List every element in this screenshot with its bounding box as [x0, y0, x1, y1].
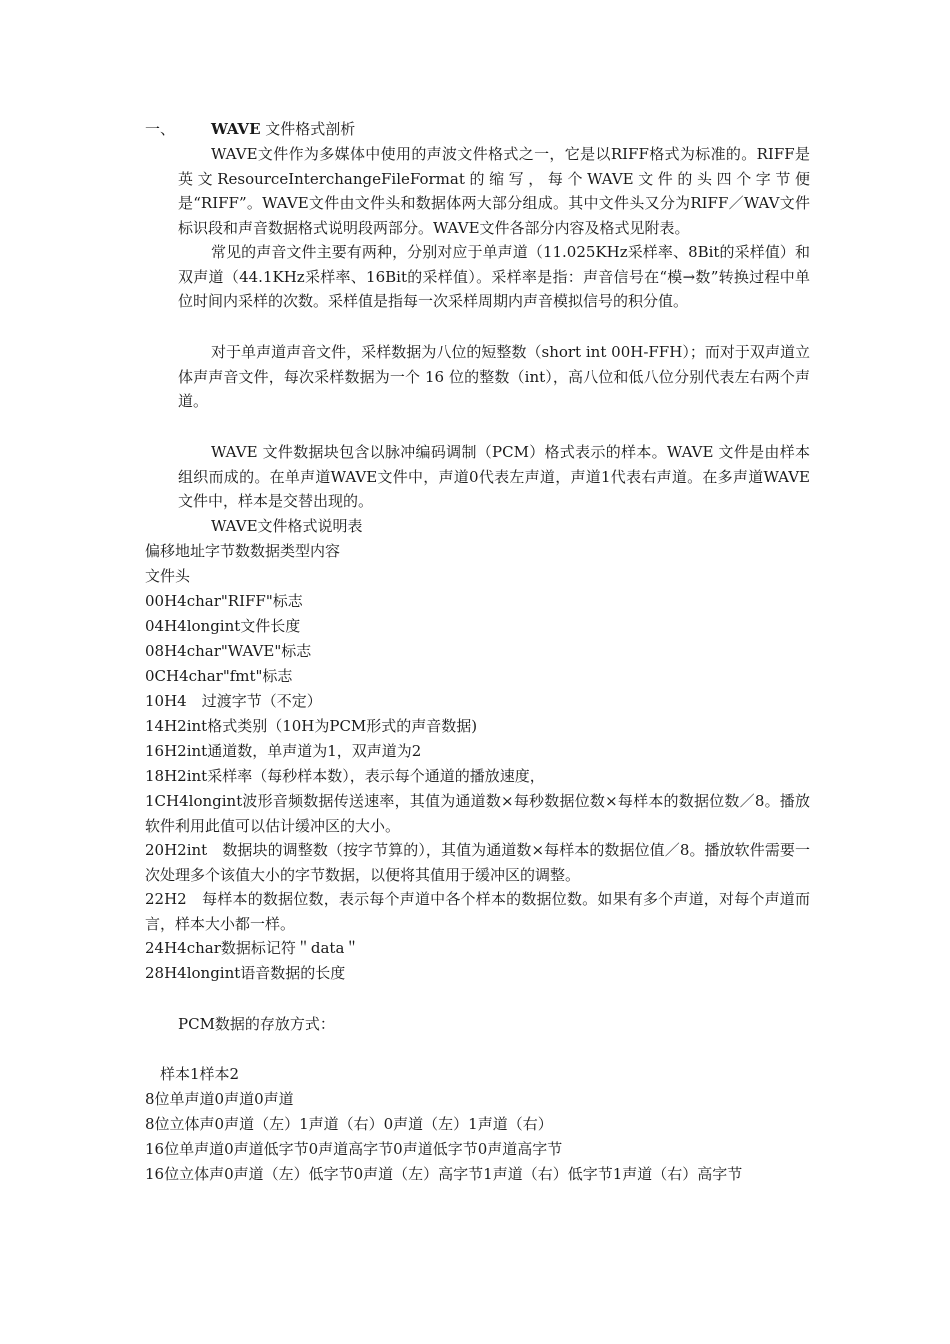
table-row-24: 24H4char数据标记符＂data＂ — [145, 939, 360, 957]
table-row: 18H2int采样率（每秒样本数），表示每个通道的播放速度， — [145, 767, 545, 785]
table-row: 10H4 过渡字节（不定） — [145, 692, 322, 710]
table-row: 00H4char"RIFF"标志 — [145, 592, 303, 610]
table-row-28: 28H4longint语音数据的长度 — [145, 964, 346, 982]
sample-row: 8位立体声0声道（左）1声道（右）0声道（左）1声道（右） — [145, 1115, 553, 1133]
heading-title-bold: WAVE — [211, 120, 261, 138]
heading-title-rest: 文件格式剖析 — [260, 120, 356, 138]
heading-number: 一、 — [145, 120, 176, 138]
table-row: 14H2int格式类别（10H为PCM形式的声音数据) — [145, 717, 478, 735]
pcm-title: PCM数据的存放方式： — [178, 1015, 335, 1033]
section-header: 文件头 — [145, 567, 191, 585]
intro-paragraph-1: WAVE文件作为多媒体中使用的声波文件格式之一，它是以RIFF格式为标准的。RIFF是英文ResourceInterchangeFileFormat的缩写，每个WAVE文件的头四个字节便是“RIFF”。WAVE文件由文件头和数据体两大部分组成。其中文件头又分为RIFF／WAV文件标识段和声音数据格式说明段两部分。WAVE文件各部分内容及格式见附表。 — [178, 145, 810, 237]
table-row: 08H4char"WAVE"标志 — [145, 642, 312, 660]
sample-row: 16位单声道0声道低字节0声道高字节0声道低字节0声道高字节 — [145, 1140, 563, 1158]
table-header: 偏移地址字节数数据类型内容 — [145, 542, 341, 560]
intro-paragraph-4: WAVE 文件数据块包含以脉冲编码调制（PCM）格式表示的样本。WAVE 文件是由样本组织而成的。在单声道WAVE文件中，声道0代表左声道，声道1代表右声道。在多声道WAVE文件中，样本是交替出现的。 — [178, 443, 810, 510]
table-row-22: 22H2 每样本的数据位数，表示每个声道中各个样本的数据位数。如果有多个声道，对每个声道而言，样本大小都一样。 — [145, 890, 810, 933]
table-row: 0CH4char"fmt"标志 — [145, 667, 293, 685]
table-row: 04H4longint文件长度 — [145, 617, 301, 635]
table-row: 16H2int通道数，单声道为1，双声道为2 — [145, 742, 422, 760]
heading-title — [211, 120, 355, 138]
intro-paragraph-3: 对于单声道声音文件，采样数据为八位的短整数（short int 00H-FFH）；而对于双声道立体声声音文件，每次采样数据为一个 16 位的整数（int），高八位和低八位分别代表左右两个声道。 — [178, 343, 810, 410]
sample-row-last: 16位立体声0声道（左）低字节0声道（左）高字节1声道（右）低字节1声道（右）高字节 — [145, 1165, 743, 1183]
intro-paragraph-2: 常见的声音文件主要有两种，分别对应于单声道（11.025KHz采样率、8Bit的采样值）和双声道（44.1KHz采样率、16Bit的采样值）。采样率是指：声音信号在“模→数”转换过程中单位时间内采样的次数。采样值是指每一次采样周期内声音模拟信号的积分值。 — [178, 243, 810, 310]
table-title: WAVE文件格式说明表 — [211, 517, 363, 535]
table-row-20: 20H2int 数据块的调整数（按字节算的），其值为通道数×每样本的数据位值／8。播放软件需要一次处理多个该值大小的字节数据，以便将其值用于缓冲区的调整。 — [145, 841, 810, 884]
sample-header: 样本1样本2 — [160, 1065, 240, 1083]
table-row-1c: 1CH4longint波形音频数据传送速率，其值为通道数×每秒数据位数×每样本的数据位数／8。播放软件利用此值可以估计缓冲区的大小。 — [145, 792, 810, 835]
section-heading — [145, 118, 355, 139]
sample-row: 8位单声道0声道0声道 — [145, 1090, 294, 1108]
